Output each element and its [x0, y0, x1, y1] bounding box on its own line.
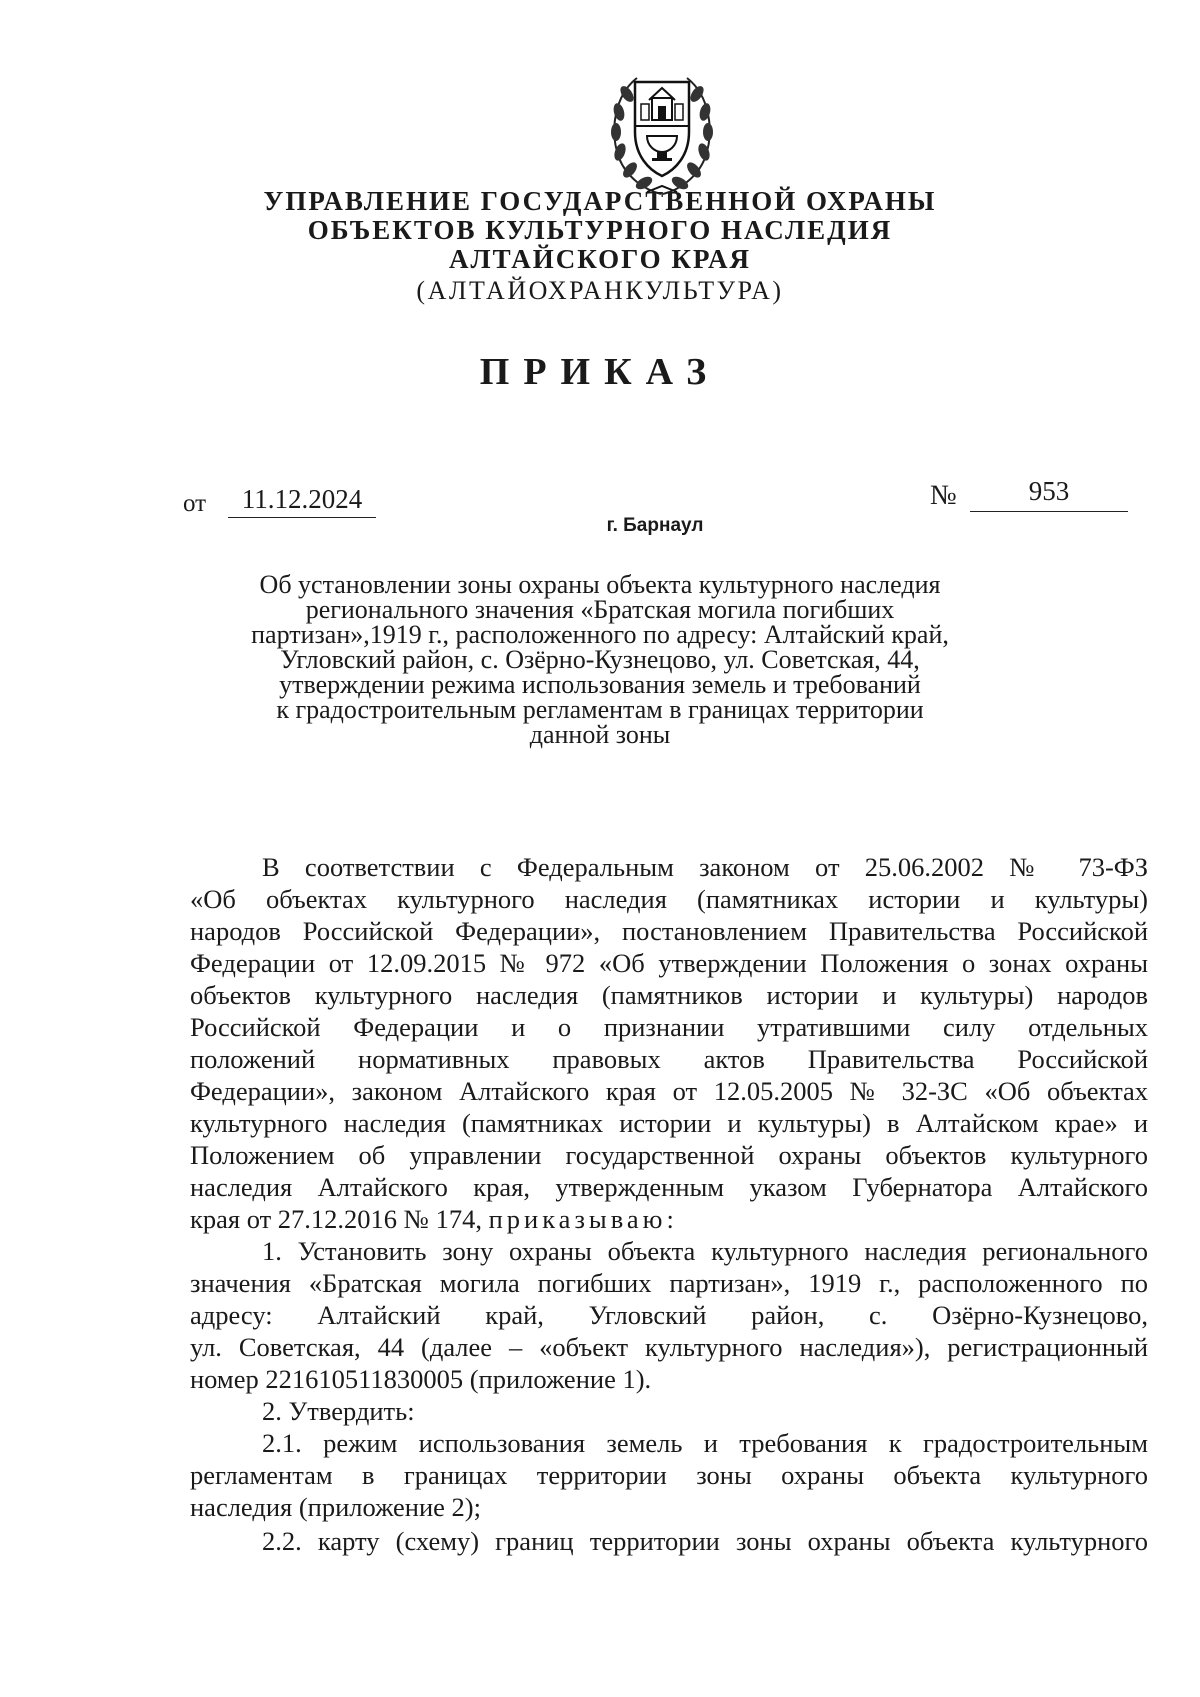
agency-name-line-1: УПРАВЛЕНИЕ ГОСУДАРСТВЕННОЙ ОХРАНЫ [263, 186, 937, 216]
coat-of-arms-icon [597, 60, 727, 200]
body-line-order [190, 1204, 1148, 1234]
title-line: утверждении режима использования земель и требований [279, 670, 921, 699]
preamble-end: края от 27.12.2016 № 174, [190, 1204, 482, 1234]
body-line: культурного наследия (памятниках истории и культуры) в Алтайском крае» и [190, 1108, 1148, 1138]
item-2-1-line: наследия (приложение 2); [190, 1492, 481, 1522]
title-line: партизан»,1919 г., расположенного по адресу: Алтайский край, [251, 620, 949, 649]
order-word: приказываю: [488, 1204, 678, 1234]
agency-name-line-3: АЛТАЙСКОГО КРАЯ [448, 244, 752, 274]
title-line: Угловский район, с. Озёрно-Кузнецово, ул. Советская, 44, [280, 645, 920, 674]
body-line: наследия Алтайского края, утвержденным указом Губернатора Алтайского [190, 1172, 1148, 1202]
body-line: В соответствии с Федеральным законом от 25.06.2002 № 73-ФЗ [262, 852, 1148, 882]
agency-name-line-2: ОБЪЕКТОВ КУЛЬТУРНОГО НАСЛЕДИЯ [307, 215, 893, 245]
item-2-1-line: регламентам в границах территории зоны охраны объекта культурного [190, 1460, 1148, 1490]
body-line: «Об объектах культурного наследия (памятниках истории и культуры) [190, 884, 1148, 914]
title-line: регионального значения «Братская могила погибших [305, 595, 895, 624]
title-line: данной зоны [529, 720, 671, 749]
item-2-1-line: 2.1. режим использования земель и требования к градостроительным [262, 1428, 1148, 1458]
city: г. Барнаул [606, 515, 704, 536]
body-line: объектов культурного наследия (памятников истории и культуры) народов [190, 980, 1148, 1010]
item-1-line: 1. Установить зону охраны объекта культурного наследия регионального [262, 1236, 1148, 1266]
title-line: к градостроительным регламентам в границах территории [276, 695, 924, 724]
body-line: народов Российской Федерации», постановлением Правительства Российской [190, 916, 1148, 946]
title-line: Об установлении зоны охраны объекта культурного наследия [259, 570, 941, 599]
body-line: Федерации», законом Алтайского края от 12.05.2005 № 32-ЗС «Об объектах [190, 1076, 1148, 1106]
body-line: Российской Федерации и о признании утратившими силу отдельных [190, 1012, 1148, 1042]
agency-short-name: (АЛТАЙОХРАНКУЛЬТУРА) [416, 276, 784, 305]
body-line: Положением об управлении государственной охраны объектов культурного [190, 1140, 1148, 1170]
item-1-line: значения «Братская могила погибших партизан», 1919 г., расположенного по [190, 1268, 1148, 1298]
document-type: ПРИКАЗ [479, 351, 721, 393]
body-line: положений нормативных правовых актов Правительства Российской [190, 1044, 1148, 1074]
document-number: 953 [970, 476, 1128, 512]
body-line: Федерации от 12.09.2015 № 972 «Об утверждении Положения о зонах охраны [190, 948, 1148, 978]
item-2-heading: 2. Утвердить: [262, 1396, 415, 1426]
item-1-line: адресу: Алтайский край, Угловский район, с. Озёрно-Кузнецово, [190, 1300, 1148, 1330]
item-1-line: ул. Советская, 44 (далее – «объект культурного наследия»), регистрационный [190, 1332, 1148, 1362]
number-label: № [930, 480, 957, 511]
date-label: от [183, 490, 207, 517]
item-1-line: номер 221610511830005 (приложение 1). [190, 1364, 652, 1394]
item-2-2-line: 2.2. карту (схему) границ территории зоны охраны объекта культурного [262, 1526, 1148, 1556]
document-date: 11.12.2024 [228, 484, 376, 518]
